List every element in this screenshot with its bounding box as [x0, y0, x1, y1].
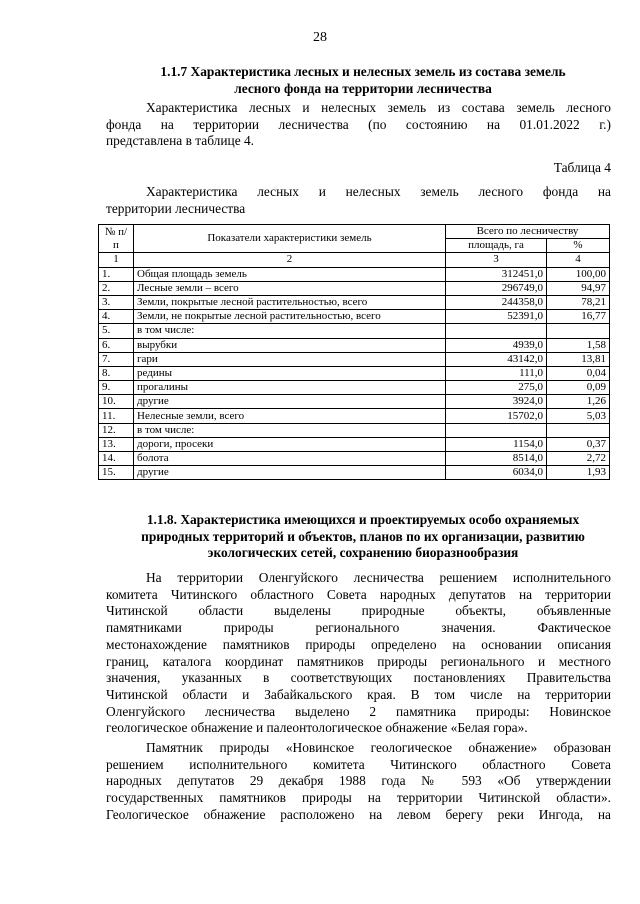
page-number: 28: [313, 30, 327, 45]
row-percent: [547, 423, 610, 437]
paragraph-line: Геологическое обнажение расположено на левом берегу реки Ингода, на: [106, 806, 611, 822]
row-area: [446, 423, 547, 437]
row-percent: 0,37: [547, 437, 610, 451]
heading-line: природных территорий и объектов, планов по их организации, развитию: [141, 528, 585, 544]
row-area: 4939,0: [446, 338, 547, 352]
table-row: [99, 338, 610, 352]
col-number: 4: [547, 253, 610, 267]
table-row: [99, 466, 610, 480]
row-indicator: редины: [134, 366, 446, 380]
paragraph-line: Читинской области и Забайкальского края. В том числе на территории: [106, 686, 611, 702]
row-number: 5.: [99, 324, 134, 338]
paragraph-line: решением исполнительного комитета Читинского областного Совета: [106, 756, 611, 772]
section-heading-1-1-7: [106, 64, 620, 97]
row-number: 14.: [99, 452, 134, 466]
table-row: [99, 267, 610, 281]
col-number: 3: [446, 253, 547, 267]
table-row: [99, 352, 610, 366]
heading-line: 1.1.7 Характеристика лесных и нелесных земель из состава земель: [160, 64, 566, 79]
row-area: [446, 324, 547, 338]
row-area: 6034,0: [446, 466, 547, 480]
column-number-row: [99, 253, 610, 267]
paragraph-line: Читинской области выделены природные объекты, объявленные: [106, 603, 611, 619]
row-percent: 78,21: [547, 295, 610, 309]
row-number: 2.: [99, 281, 134, 295]
row-indicator: Лесные земли – всего: [134, 281, 446, 295]
row-indicator: в том числе:: [134, 423, 446, 437]
row-indicator: гари: [134, 352, 446, 366]
header-num: № п/п: [99, 225, 134, 253]
table-row: [99, 381, 610, 395]
row-number: 4.: [99, 310, 134, 324]
row-area: 8514,0: [446, 452, 547, 466]
paragraph-line: Памятник природы «Новинское геологическое обнажение» образован: [146, 740, 611, 755]
header-total: Всего по лесничеству: [446, 225, 610, 239]
row-number: 6.: [99, 338, 134, 352]
header-area: площадь, га: [446, 239, 547, 253]
paragraph-line: комитета Читинского областного Совета народных депутатов на территории: [106, 586, 611, 602]
row-indicator: прогалины: [134, 381, 446, 395]
paragraph-line: памятниками природы регионального значения. Фактическое: [106, 620, 611, 636]
land-characteristics-table: [98, 224, 610, 480]
row-indicator: болота: [134, 452, 446, 466]
header-percent: %: [547, 239, 610, 253]
row-percent: 100,00: [547, 267, 610, 281]
header-indicator: Показатели характеристики земель: [134, 225, 446, 253]
row-percent: 1,26: [547, 395, 610, 409]
row-percent: 2,72: [547, 452, 610, 466]
row-percent: 0,04: [547, 366, 610, 380]
row-area: 275,0: [446, 381, 547, 395]
paragraph-line: представлена в таблице 4.: [106, 133, 255, 149]
paragraph-line: местонахождение памятников природы определено на основании описания: [106, 636, 611, 652]
row-percent: 1,93: [547, 466, 610, 480]
row-area: 111,0: [446, 366, 547, 380]
row-indicator: в том числе:: [134, 324, 446, 338]
heading-line: 1.1.8. Характеристика имеющихся и проектируемых особо охраняемых: [146, 512, 580, 527]
row-number: 15.: [99, 466, 134, 480]
row-number: 1.: [99, 267, 134, 281]
heading-line: лесного фонда на территории лесничества: [234, 80, 492, 96]
row-indicator: вырубки: [134, 338, 446, 352]
col-number: 2: [134, 253, 446, 267]
intro-paragraph: [106, 100, 611, 150]
col-number: 1: [99, 253, 134, 267]
row-indicator: другие: [134, 466, 446, 480]
table-row: [99, 366, 610, 380]
paragraph-line: фонда на территории лесничества (по состоянию на 01.01.2022 г.): [106, 116, 611, 132]
row-area: 15702,0: [446, 409, 547, 423]
row-area: 1154,0: [446, 437, 547, 451]
row-indicator: другие: [134, 395, 446, 409]
row-number: 13.: [99, 437, 134, 451]
table-row: [99, 310, 610, 324]
caption-line: территории лесничества: [106, 200, 246, 216]
table-label: Таблица 4: [553, 160, 611, 175]
row-number: 12.: [99, 423, 134, 437]
row-indicator: Общая площадь земель: [134, 267, 446, 281]
paragraph-line: На территории Оленгуйского лесничества решением исполнительного: [146, 570, 611, 585]
table-row: [99, 324, 610, 338]
ooopt-paragraph-2: [106, 740, 611, 824]
table-row: [99, 452, 610, 466]
row-indicator: Земли, не покрытые лесной растительностью, всего: [134, 310, 446, 324]
row-area: 244358,0: [446, 295, 547, 309]
row-percent: 1,58: [547, 338, 610, 352]
table-row: [99, 395, 610, 409]
row-number: 11.: [99, 409, 134, 423]
row-number: 3.: [99, 295, 134, 309]
row-number: 7.: [99, 352, 134, 366]
row-indicator: дороги, просеки: [134, 437, 446, 451]
row-percent: 0,09: [547, 381, 610, 395]
caption-line: Характеристика лесных и нелесных земель лесного фонда на: [146, 184, 611, 199]
table-caption: [106, 184, 611, 217]
paragraph-line: Характеристика лесных и нелесных земель из состава земель лесного: [146, 100, 611, 115]
row-area: 52391,0: [446, 310, 547, 324]
heading-line: экологических сетей, сохранению биоразнообразия: [207, 545, 519, 561]
row-percent: 13,81: [547, 352, 610, 366]
row-area: 312451,0: [446, 267, 547, 281]
row-area: 296749,0: [446, 281, 547, 295]
row-percent: 5,03: [547, 409, 610, 423]
table-header-row: [99, 225, 610, 239]
paragraph-line: Оленгуйского лесничества выделено 2 памятника природы: Новинское: [106, 703, 611, 719]
table-row: [99, 437, 610, 451]
row-number: 8.: [99, 366, 134, 380]
row-percent: [547, 324, 610, 338]
row-area: 43142,0: [446, 352, 547, 366]
table-row: [99, 423, 610, 437]
section-heading-1-1-8: [106, 512, 620, 562]
paragraph-line: геологическое обнажение и палеонтологическое обнажение «Белая гора».: [106, 720, 528, 736]
row-indicator: Земли, покрытые лесной растительностью, всего: [134, 295, 446, 309]
paragraph-line: государственных памятников природы на территории Читинской области».: [106, 790, 611, 806]
table-row: [99, 295, 610, 309]
row-indicator: Нелесные земли, всего: [134, 409, 446, 423]
paragraph-line: значения, указанных в соответствующих постановлениях Правительства: [106, 670, 611, 686]
row-number: 9.: [99, 381, 134, 395]
row-percent: 94,97: [547, 281, 610, 295]
paragraph-line: границ, каталога координат памятников природы регионального и местного: [106, 653, 611, 669]
table-row: [99, 281, 610, 295]
row-number: 10.: [99, 395, 134, 409]
row-area: 3924,0: [446, 395, 547, 409]
paragraph-line: народных депутатов 29 декабря 1988 года № 593 «Об утверждении: [106, 773, 611, 789]
table-row: [99, 409, 610, 423]
row-percent: 16,77: [547, 310, 610, 324]
ooopt-paragraph-1: [106, 570, 611, 737]
